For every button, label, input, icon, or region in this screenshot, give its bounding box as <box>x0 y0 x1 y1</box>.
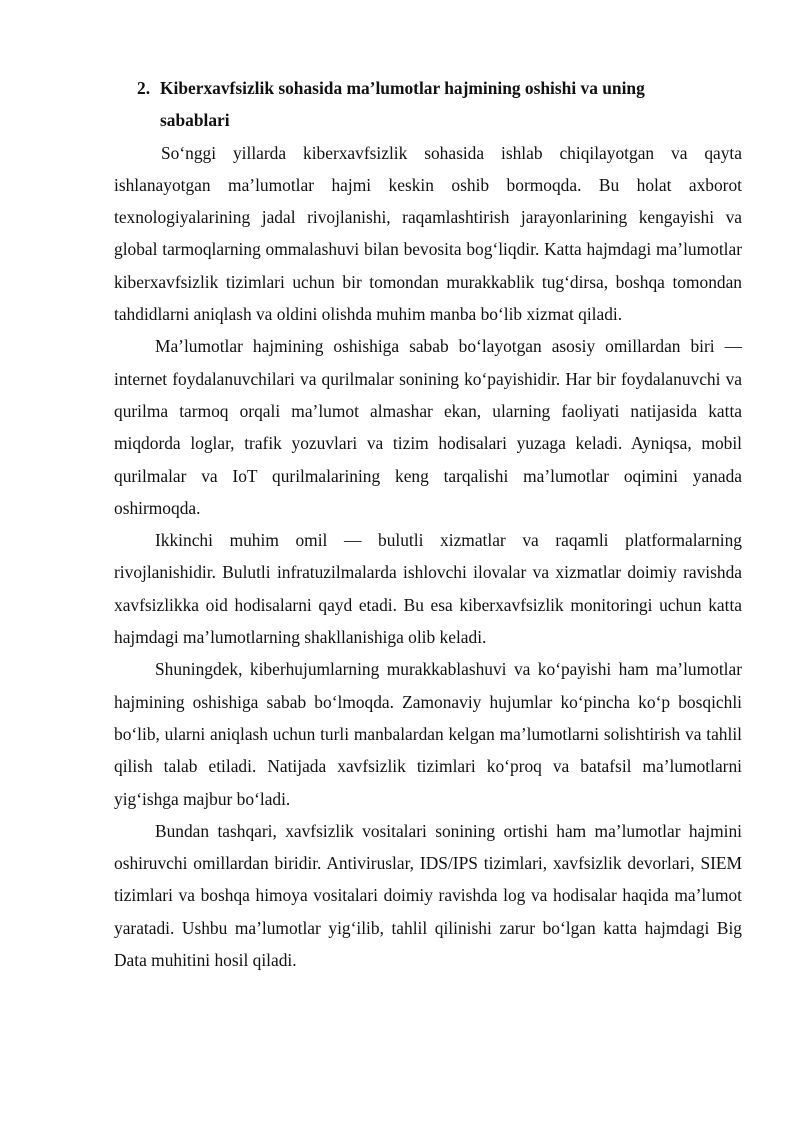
paragraph-security-tools: Bundan tashqari, xavfsizlik vositalari sonining ortishi ham ma’lumotlar hajmini oshiruvchi omillardan biridir. Antiviruslar, IDS/IPS tizimlari, xavfsizlik devorlari, SIEM tizimlari va boshqa himoya vositalari doimiy ravishda log va hodisalar haqida ma’lumot yaratadi. Ushbu ma’lumotlar yig‘ilib, tahlil qilinishi zarur bo‘lgan katta hajmdagi Big Data muhitini hosil qiladi. <box>114 820 742 971</box>
page-content <box>114 72 742 976</box>
paragraph-cloud-services: Ikkinchi muhim omil — bulutli xizmatlar va raqamli platformalarning rivojlanishidir. Bulutli infratuzilmalarda ishlovchi ilovalar va xizmatlar doimiy ravishda xavfsizlikka oid hodisalarni qayd etadi. Bu esa kiberxavfsizlik monitoringi uchun katta hajmdagi ma’lumotlarning shakllanishiga olib keladi. <box>114 530 742 648</box>
section-title: Kiberxavfsizlik sohasida ma’lumotlar hajmining oshishi va uning sabablari <box>160 78 645 131</box>
paragraph-cyberattacks: Shuningdek, kiberhujumlarning murakkablashuvi va ko‘payishi ham ma’lumotlar hajmining oshishiga sabab bo‘lmoqda. Zamonaviy hujumlar ko‘pincha ko‘p bosqichli bo‘lib, ularni aniqlash uchun turli manbalardan kelgan ma’lumotlarni solishtirish va tahlil qilish talab etiladi. Natijada xavfsizlik tizimlari ko‘proq va batafsil ma’lumotlarni yig‘ishga majbur bo‘ladi. <box>114 659 742 809</box>
section-number: 2. <box>137 78 151 98</box>
section-heading <box>114 72 742 137</box>
paragraph-users-devices: Ma’lumotlar hajmining oshishiga sabab bo‘layotgan asosiy omillardan biri — internet foydalanuvchilari va qurilmalar sonining ko‘payishidir. Har bir foydalanuvchi va qurilma tarmoq orqali ma’lumot almashar ekan, ularning faoliyati natijasida katta miqdorda loglar, trafik yozuvlari va tizim hodisalari yuzaga keladi. Ayniqsa, mobil qurilmalar va IoT qurilmalarining keng tarqalishi ma’lumotlar oqimini yanada oshirmoqda. <box>114 336 742 518</box>
paragraph-intro: So‘nggi yillarda kiberxavfsizlik sohasida ishlab chiqilayotgan va qayta ishlanayotgan ma’lumotlar hajmi keskin oshib bormoqda. Bu holat axborot texnologiyalarining jadal rivojlanishi, raqamlashtirish jarayonlarining kengayishi va global tarmoqlarning ommalashuvi bilan bevosita bog‘liqdir. Katta hajmdagi ma’lumotlar kiberxavfsizlik tizimlari uchun bir tomondan murakkablik tug‘dirsa, boshqa tomondan tahdidlarni aniqlash va oldini olishda muhim manba bo‘lib xizmat qiladi. <box>114 142 742 325</box>
